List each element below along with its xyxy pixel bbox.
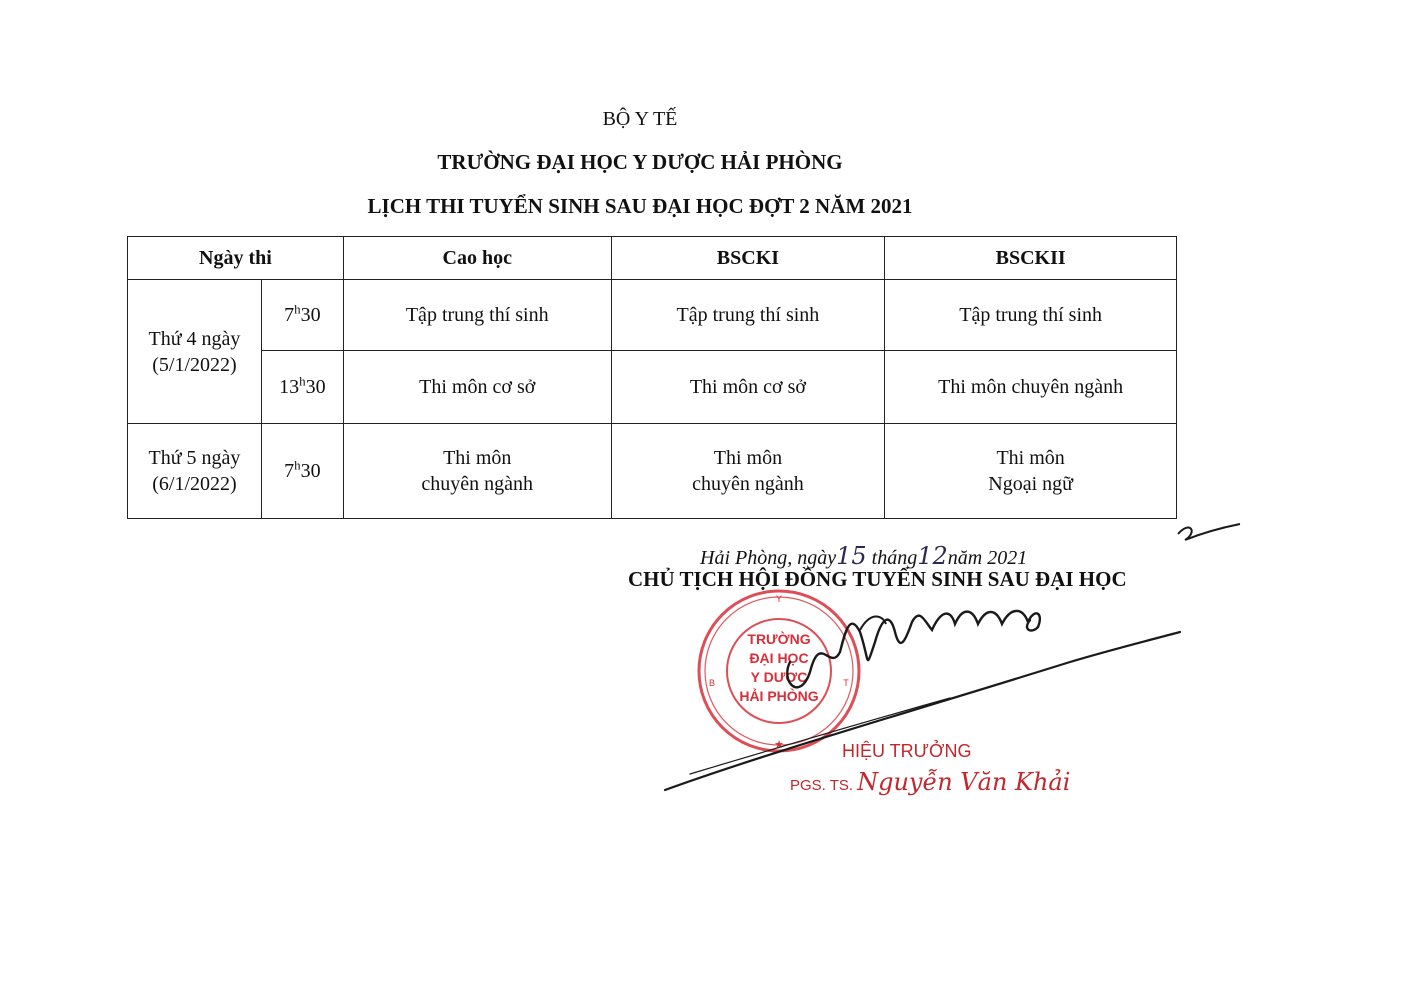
header-bsckii: BSCKII	[885, 237, 1177, 280]
signer-name: Nguyễn Văn Khải	[857, 768, 1071, 796]
year-text: năm 2021	[947, 547, 1028, 569]
seal-text: Y DƯỢC	[750, 669, 808, 685]
exam-schedule-table	[127, 236, 1177, 519]
chair-title: CHỦ TỊCH HỘI ĐỒNG TUYỂN SINH SAU ĐẠI HỌC	[628, 567, 1127, 591]
document-title: LỊCH THI TUYỂN SINH SAU ĐẠI HỌC ĐỢT 2 NĂM 2021	[367, 194, 913, 218]
cell-text: chuyên ngành	[421, 473, 534, 495]
table-row	[128, 280, 1177, 351]
cell-text: Thi môn	[713, 447, 783, 469]
cell-text: Thi môn	[443, 447, 512, 469]
time-cell	[261, 424, 343, 519]
time-minute: 30	[300, 304, 321, 326]
header-exam-day: Ngày thi	[128, 237, 344, 280]
masters-cell	[343, 280, 611, 351]
month-prefix: tháng	[866, 547, 918, 569]
signature-icon	[650, 512, 1250, 812]
bscki-cell	[611, 351, 885, 424]
time-cell	[261, 280, 343, 351]
time-minute: 30	[305, 376, 326, 398]
day-cell	[128, 424, 262, 519]
seal-text: HẢI PHÒNG	[739, 688, 819, 704]
cell-text: Thi môn	[996, 447, 1065, 469]
table-row	[128, 351, 1177, 424]
cell-text: Tập trung thí sinh	[959, 304, 1103, 326]
day-date: (6/1/2022)	[152, 473, 237, 495]
time-hour-mark: h	[294, 457, 301, 473]
table-header-row	[128, 237, 1177, 280]
table-row	[128, 424, 1177, 519]
handwritten-day: 15	[836, 542, 867, 570]
bsckii-cell	[885, 351, 1177, 424]
day-date: (5/1/2022)	[152, 353, 237, 376]
day-label: Thứ 5 ngày	[148, 447, 241, 469]
svg-text:T: T	[843, 678, 849, 688]
time-hour: 13	[279, 376, 300, 398]
header-masters: Cao học	[343, 237, 611, 280]
masters-cell	[343, 351, 611, 424]
time-minute: 30	[300, 460, 321, 482]
cell-text: Thi môn chuyên ngành	[938, 376, 1124, 398]
time-hour-mark: h	[294, 301, 301, 317]
cell-text: Tập trung thí sinh	[676, 304, 820, 326]
time-hour: 7	[284, 304, 295, 326]
day-cell	[128, 280, 262, 424]
time-hour: 7	[284, 460, 295, 482]
seal-text: ĐẠI HỌC	[749, 650, 809, 666]
place-prefix: Hải Phòng, ngày	[700, 547, 837, 569]
svg-text:B: B	[708, 678, 716, 688]
cell-text: Ngoại ngữ	[988, 473, 1073, 495]
signer-title: HIỆU TRƯỞNG	[842, 741, 972, 761]
bscki-cell	[611, 280, 885, 351]
handwritten-month: 12	[917, 542, 948, 570]
svg-text:Y: Y	[775, 594, 783, 604]
time-cell	[261, 351, 343, 424]
school-name: TRƯỜNG ĐẠI HỌC Y DƯỢC HẢI PHÒNG	[437, 150, 843, 174]
bsckii-cell	[885, 424, 1177, 519]
cell-text: chuyên ngành	[692, 473, 804, 495]
svg-text:★: ★	[774, 739, 784, 751]
signer-degree: PGS. TS.	[790, 777, 854, 794]
masters-cell	[343, 424, 611, 519]
header-bscki: BSCKI	[611, 237, 885, 280]
cell-text: Tập trung thí sinh	[405, 304, 549, 326]
ministry-name: BỘ Y TẾ	[602, 108, 678, 130]
cell-text: Thi môn cơ sở	[419, 376, 536, 398]
cell-text: Thi môn cơ sở	[689, 376, 806, 398]
bsckii-cell	[885, 280, 1177, 351]
seal-text: TRƯỜNG	[747, 631, 811, 647]
day-label: Thứ 4 ngày	[148, 327, 241, 350]
signer-name-block	[790, 768, 1070, 796]
time-hour-mark: h	[299, 373, 306, 389]
bscki-cell	[611, 424, 885, 519]
